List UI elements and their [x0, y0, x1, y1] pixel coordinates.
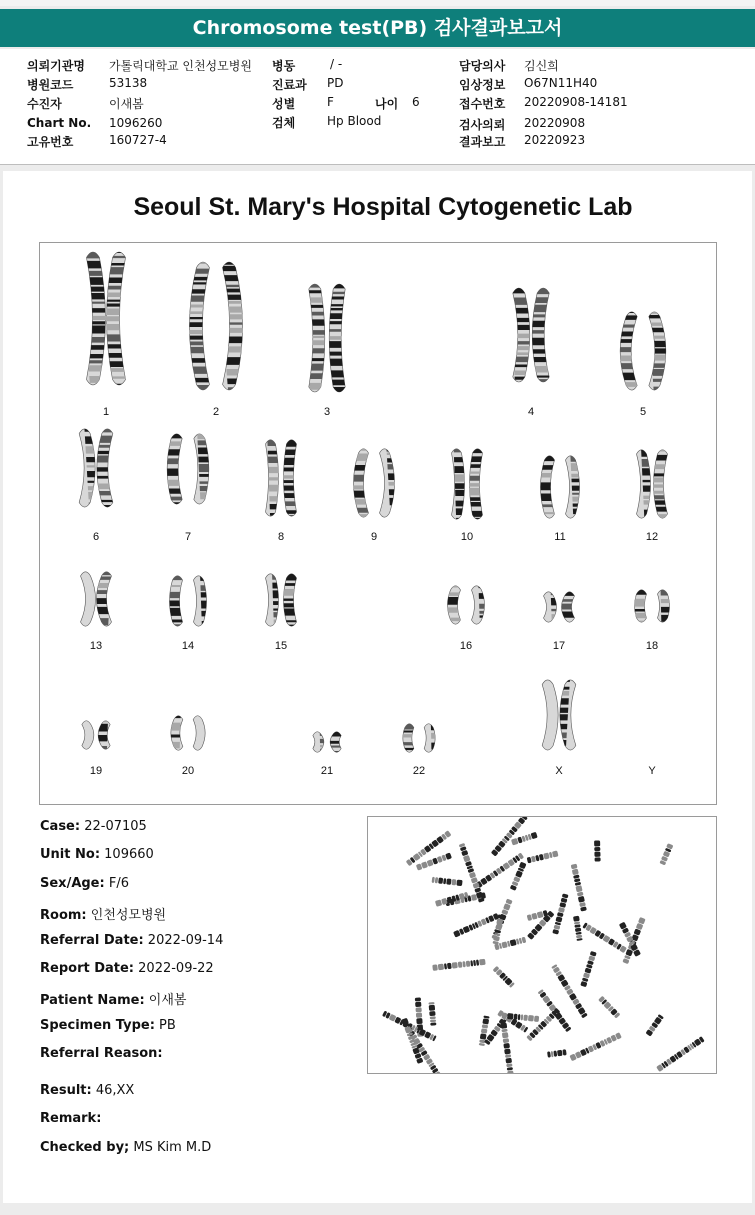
- metaphase-chromosome: [432, 959, 485, 971]
- chromosome-11: [566, 455, 606, 518]
- chart-no-label: Chart No.: [27, 116, 92, 130]
- request-date-value: 20220908: [524, 116, 586, 130]
- metaphase-chromosome: [428, 1002, 436, 1026]
- chromosome-3: [320, 283, 361, 393]
- chromosome-label: 10: [460, 531, 474, 543]
- detail-row: [40, 989, 186, 1008]
- receipt-no-label: 접수번호: [459, 97, 506, 111]
- ward-value: / -: [330, 57, 343, 71]
- top-strip: [0, 0, 755, 6]
- clinical-info-label: 임상정보: [459, 78, 506, 92]
- ward-label: 병동: [272, 59, 296, 73]
- detail-row: [40, 1083, 134, 1098]
- detail-value: MS Kim M.D: [129, 1140, 212, 1155]
- chromosome-label: 19: [89, 765, 103, 777]
- report-date-value: 20220923: [524, 133, 586, 147]
- patient-info-header: [0, 49, 755, 165]
- detail-key: Room:: [40, 908, 87, 923]
- metaphase-chromosome: [594, 840, 601, 861]
- chromosome-label: Y: [648, 765, 656, 777]
- metaphase-chromosome: [571, 864, 587, 912]
- specimen-label: 검체: [272, 116, 296, 130]
- chromosome-label: 12: [645, 531, 659, 543]
- age-value: 6: [412, 95, 420, 109]
- metaphase-chromosome: [453, 913, 499, 938]
- chromosome-label: 1: [102, 406, 110, 418]
- chromosome-9: [380, 448, 425, 517]
- chromosome-14: [154, 575, 186, 629]
- metaphase-chromosome: [510, 862, 527, 891]
- request-date-label: 검사의뢰: [459, 118, 506, 132]
- metaphase-chromosome: [656, 1036, 705, 1072]
- metaphase-chromosome: [569, 1032, 621, 1061]
- metaphase-chromosome: [622, 917, 645, 964]
- detail-value: 109660: [100, 847, 154, 862]
- metaphase-chromosome: [547, 1049, 567, 1058]
- chromosome-label: 9: [370, 531, 378, 543]
- chromosome-14: [194, 575, 232, 628]
- chromosome-22: [389, 723, 416, 752]
- metaphase-chromosome: [598, 996, 620, 1019]
- chromosome-18: [658, 589, 690, 622]
- clinical-info-value: O67N11H40: [524, 76, 598, 90]
- detail-key: Remark:: [40, 1111, 102, 1126]
- chromosome-18: [623, 589, 652, 627]
- institution-value: 가톨릭대학교 인천성모병원: [109, 59, 252, 73]
- detail-row: [40, 1046, 163, 1061]
- chromosome-16: [472, 585, 510, 626]
- detail-key: Sex/Age:: [40, 876, 105, 891]
- receipt-no-value: 20220908-14181: [524, 95, 628, 109]
- sex-label: 성별: [272, 97, 296, 111]
- chromosome-label: 8: [277, 531, 285, 543]
- chromosome-label: 16: [459, 640, 473, 652]
- report-banner: [0, 9, 755, 47]
- detail-value: F/6: [104, 876, 129, 891]
- report-sheet: [3, 171, 752, 1203]
- detail-value: 22-07105: [80, 819, 147, 834]
- chromosome-label: 21: [320, 765, 334, 777]
- chromosome-label: 13: [89, 640, 103, 652]
- hospital-code-value: 53138: [109, 76, 148, 90]
- metaphase-chromosome: [432, 877, 463, 886]
- chromosome-11: [526, 455, 561, 524]
- detail-key: Checked by;: [40, 1140, 130, 1155]
- metaphase-chromosome: [646, 1014, 664, 1037]
- detail-value: 2022-09-14: [143, 933, 224, 948]
- chromosome-label: 20: [181, 765, 195, 777]
- metaphase-spread-panel: [367, 816, 717, 1074]
- chromosome-label: 22: [412, 765, 426, 777]
- chromosome-16: [432, 585, 464, 629]
- metaphase-chromosome: [580, 951, 596, 987]
- detail-row: [40, 1018, 176, 1033]
- detail-key: Result:: [40, 1083, 92, 1098]
- chromosome-label: 2: [212, 406, 220, 418]
- metaphase-chromosome: [511, 832, 538, 846]
- hospital-code-label: 병원코드: [27, 78, 74, 92]
- specimen-value: Hp Blood: [327, 114, 382, 128]
- institution-label: 의뢰기관명: [27, 59, 85, 73]
- detail-value: 이새봄: [144, 993, 187, 1008]
- sex-value: F: [327, 95, 334, 109]
- metaphase-chromosome: [527, 850, 559, 863]
- karyogram-image: [40, 243, 716, 804]
- chromosome-label: 17: [552, 640, 566, 652]
- patient-label: 수진자: [27, 97, 62, 111]
- chromosome-7: [153, 433, 190, 507]
- chromosome-label: 4: [527, 406, 535, 418]
- chromosome-5: [648, 311, 692, 392]
- chromosome-label: 5: [639, 406, 647, 418]
- detail-row: [40, 1111, 101, 1126]
- metaphase-chromosome: [493, 966, 515, 988]
- metaphase-chromosome: [659, 843, 673, 865]
- chromosome-label: 6: [92, 531, 100, 543]
- metaphase-chromosome: [552, 893, 568, 934]
- detail-row: [40, 961, 214, 976]
- chromosome-label: 11: [554, 531, 566, 543]
- unique-no-value: 160727-4: [109, 133, 167, 147]
- detail-value: 46,XX: [91, 1083, 135, 1098]
- chromosome-2: [178, 261, 233, 392]
- chromosome-label: 14: [181, 640, 195, 652]
- chromosome-20: [193, 715, 234, 755]
- report-title: Chromosome test(PB) 검사결과보고서: [192, 17, 563, 39]
- chromosome-9: [337, 448, 375, 519]
- chromosome-21: [313, 731, 346, 755]
- detail-value: PB: [154, 1018, 176, 1033]
- detail-row: [40, 1140, 211, 1155]
- karyotype-panel: [39, 242, 717, 805]
- dept-label: 진료과: [272, 78, 307, 92]
- metaphase-spread-image: [368, 817, 716, 1073]
- detail-row: [40, 904, 166, 923]
- unique-no-label: 고유번호: [27, 135, 74, 149]
- chromosome-label: 7: [184, 531, 192, 543]
- detail-key: Patient Name:: [40, 993, 145, 1008]
- detail-row: [40, 876, 129, 891]
- detail-key: Case:: [40, 819, 81, 834]
- detail-row: [40, 847, 154, 862]
- bottom-strip: [0, 1206, 755, 1215]
- detail-value: 2022-09-22: [134, 961, 214, 976]
- doctor-value: 김신희: [524, 59, 559, 73]
- chromosome-20: [152, 715, 183, 750]
- metaphase-chromosome: [500, 1019, 514, 1073]
- chromosome-22: [424, 723, 458, 759]
- chromosome-label: 15: [274, 640, 288, 652]
- detail-value: 인천성모병원: [86, 908, 167, 923]
- detail-key: Referral Reason:: [40, 1046, 163, 1061]
- lab-title: Seoul St. Mary's Hospital Cytogenetic Lab: [133, 193, 633, 221]
- detail-key: Report Date:: [40, 961, 135, 976]
- metaphase-chromosome: [573, 916, 583, 941]
- chromosome-label: 3: [323, 406, 331, 418]
- detail-key: Referral Date:: [40, 933, 144, 948]
- detail-row: [40, 819, 147, 834]
- report-date-label: 결과보고: [459, 135, 506, 149]
- patient-value: 이새봄: [109, 97, 144, 111]
- chromosome-label: 18: [645, 640, 659, 652]
- chromosome-2: [218, 261, 273, 391]
- chromosome-7: [194, 433, 235, 508]
- detail-row: [40, 933, 223, 948]
- doctor-label: 담당의사: [459, 59, 506, 73]
- chromosome-label: X: [555, 765, 563, 777]
- chromosome-5: [611, 311, 654, 390]
- chart-no-value: 1096260: [109, 116, 163, 130]
- dept-value: PD: [327, 76, 344, 90]
- detail-key: Unit No:: [40, 847, 101, 862]
- age-label: 나이: [375, 97, 399, 111]
- detail-key: Specimen Type:: [40, 1018, 155, 1033]
